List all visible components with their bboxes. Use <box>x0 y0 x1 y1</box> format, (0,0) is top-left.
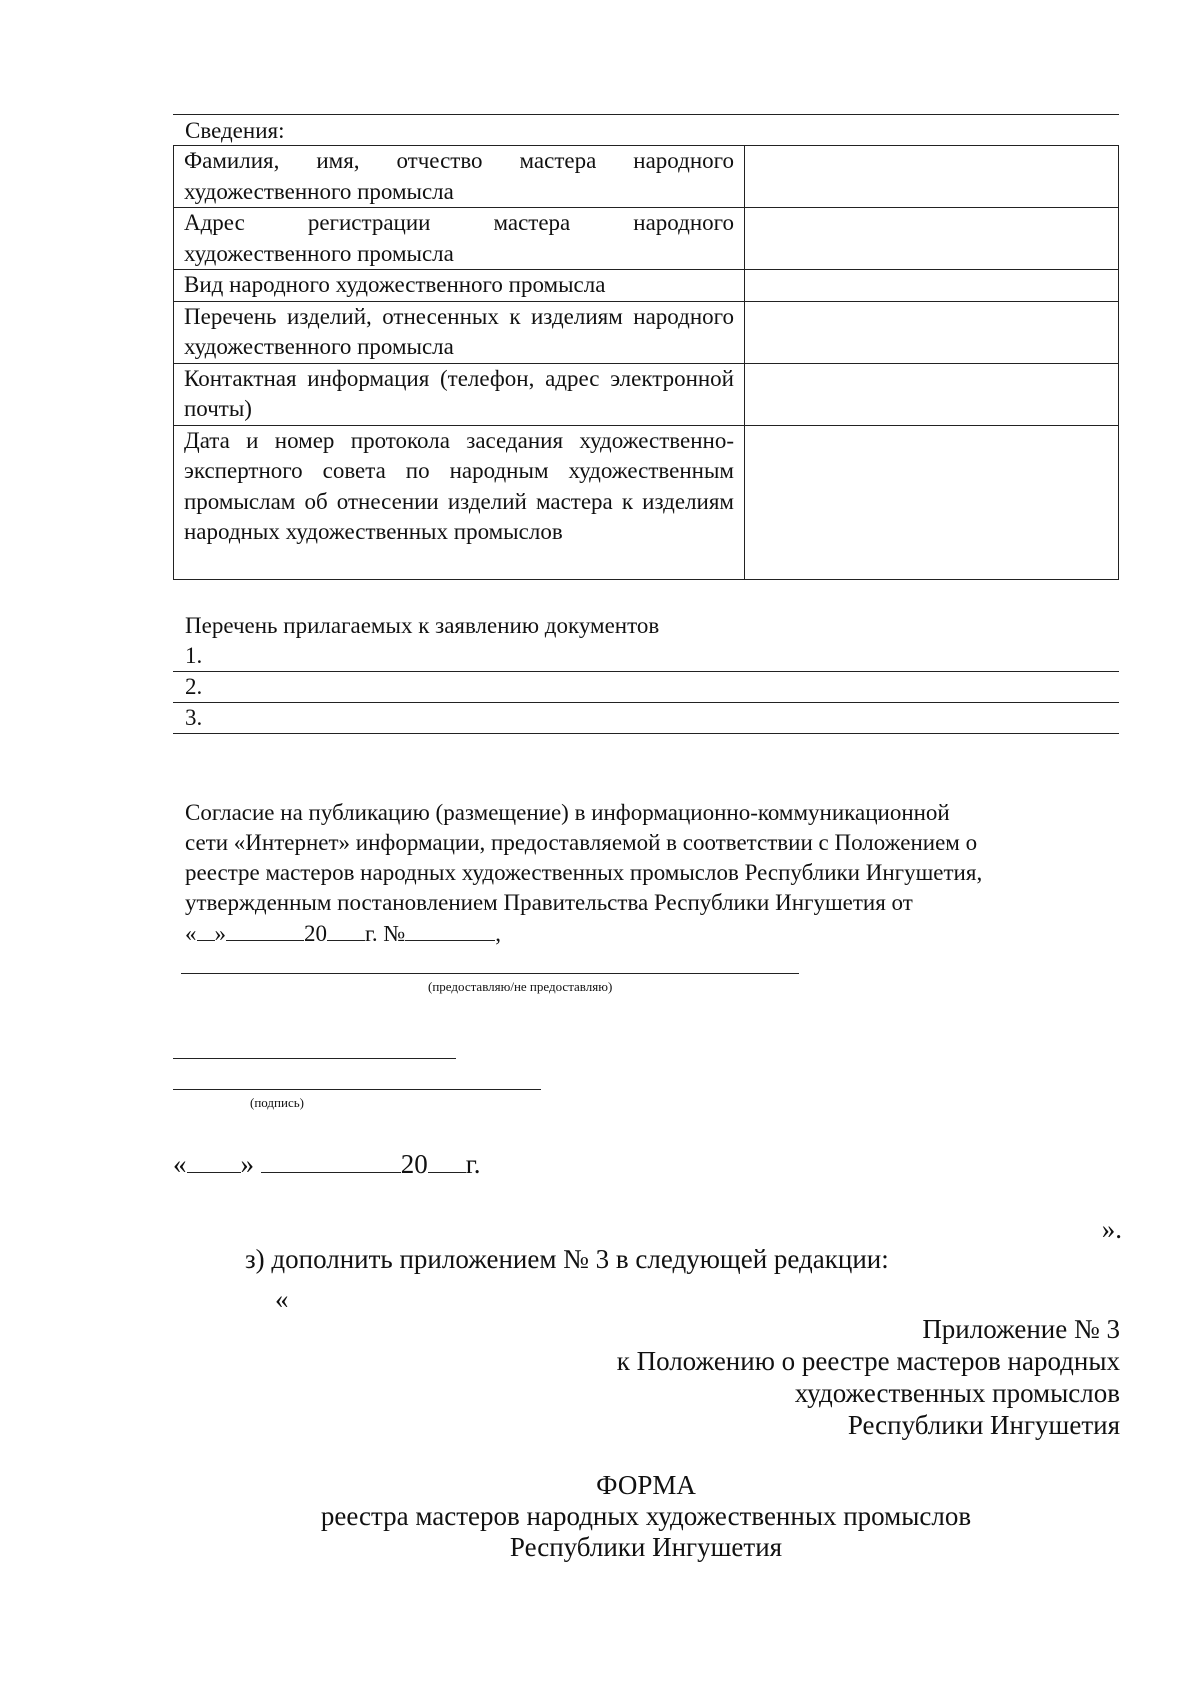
consent-line-1: Согласие на публикацию (размещение) в информационно-коммуникационной <box>185 800 950 825</box>
year-blank[interactable] <box>327 918 365 941</box>
document-number: 3. <box>185 705 203 730</box>
table-row <box>174 270 1119 302</box>
document-number: 1. <box>185 643 203 668</box>
year-suffix: г. <box>465 1149 481 1179</box>
document-line-1[interactable] <box>173 641 1119 672</box>
form-subtitle-1: реестра мастеров народных художественных промыслов <box>320 1501 972 1531</box>
number-blank[interactable] <box>405 918 495 941</box>
appendix-line-1: Приложение № 3 <box>922 1314 1120 1344</box>
document-line-3[interactable] <box>173 703 1119 734</box>
month-blank[interactable] <box>261 1146 401 1173</box>
signature-line[interactable] <box>173 1089 541 1090</box>
consent-line-3: реестре мастеров народных художественных промыслов Республики Ингушетия, <box>185 860 983 885</box>
form-title: ФОРМА <box>596 1470 696 1500</box>
top-rule <box>173 114 1119 115</box>
documents-heading: Перечень прилагаемых к заявлению документов <box>185 613 660 638</box>
amendment-text: з) дополнить приложением № 3 в следующей редакции: <box>245 1244 889 1274</box>
row-value-craft-type[interactable] <box>745 270 1119 302</box>
form-title-block <box>173 1470 1119 1563</box>
amendment-open-quote: « <box>275 1284 289 1314</box>
row-label-address: Адрес регистрации мастера народного художественного промысла <box>174 208 745 270</box>
consent-date-line <box>185 918 501 949</box>
row-value-contacts[interactable] <box>745 363 1119 425</box>
day-blank[interactable] <box>197 918 215 941</box>
year-prefix: 20 <box>400 1149 428 1179</box>
appendix-line-2: к Положению о реестре мастеров народных <box>616 1346 1120 1376</box>
consent-line-2: сети «Интернет» информации, предоставляемой в соответствии с Положением о <box>185 830 978 855</box>
row-value-address[interactable] <box>745 208 1119 270</box>
document-line-2[interactable] <box>173 672 1119 703</box>
appendix-line-3: художественных промыслов <box>794 1378 1120 1408</box>
open-quote: « <box>185 921 197 946</box>
row-label-products: Перечень изделий, отнесенных к изделиям народного художественного промысла <box>174 301 745 363</box>
year-blank[interactable] <box>428 1146 466 1173</box>
month-blank[interactable] <box>226 918 304 941</box>
row-value-products[interactable] <box>745 301 1119 363</box>
signature-hint: (подпись) <box>250 1095 304 1110</box>
table-row <box>174 146 1119 208</box>
year-prefix: 20 <box>304 921 327 946</box>
close-quote: » <box>240 1149 254 1179</box>
row-value-full-name[interactable] <box>745 146 1119 208</box>
row-label-protocol: Дата и номер протокола заседания художественно-экспертного совета по народным художественным промыслам об отнесении изделий мастера к изделиям народных художественных промыслов <box>174 425 745 579</box>
consent-hint: (предоставляю/не предоставляю) <box>428 979 613 994</box>
document-number: 2. <box>185 674 203 699</box>
name-line[interactable] <box>173 1058 456 1059</box>
comma: , <box>495 921 502 946</box>
close-quote: » <box>214 921 226 946</box>
consent-line-4: утвержденным постановлением Правительства Республики Ингушетия от <box>185 890 913 915</box>
row-value-protocol[interactable] <box>745 425 1119 579</box>
day-blank[interactable] <box>187 1146 241 1173</box>
row-label-contacts: Контактная информация (телефон, адрес электронной почты) <box>174 363 745 425</box>
table-row <box>174 363 1119 425</box>
table-row <box>174 425 1119 579</box>
table-row <box>174 301 1119 363</box>
consent-choice-line[interactable] <box>181 973 799 974</box>
info-heading: Сведения: <box>185 118 285 143</box>
open-quote: « <box>173 1149 187 1179</box>
table-row <box>174 208 1119 270</box>
appendix-label <box>500 1313 1120 1441</box>
appendix-line-4: Республики Ингушетия <box>847 1410 1120 1440</box>
number-label: г. № <box>365 921 406 946</box>
closing-quote-mark: ». <box>1101 1214 1122 1244</box>
row-label-full-name: Фамилия, имя, отчество мастера народного художественного промысла <box>174 146 745 208</box>
date-line <box>173 1146 481 1181</box>
form-subtitle-2: Республики Ингушетия <box>509 1532 783 1562</box>
row-label-craft-type: Вид народного художественного промысла <box>174 270 745 302</box>
info-table <box>173 145 1119 580</box>
